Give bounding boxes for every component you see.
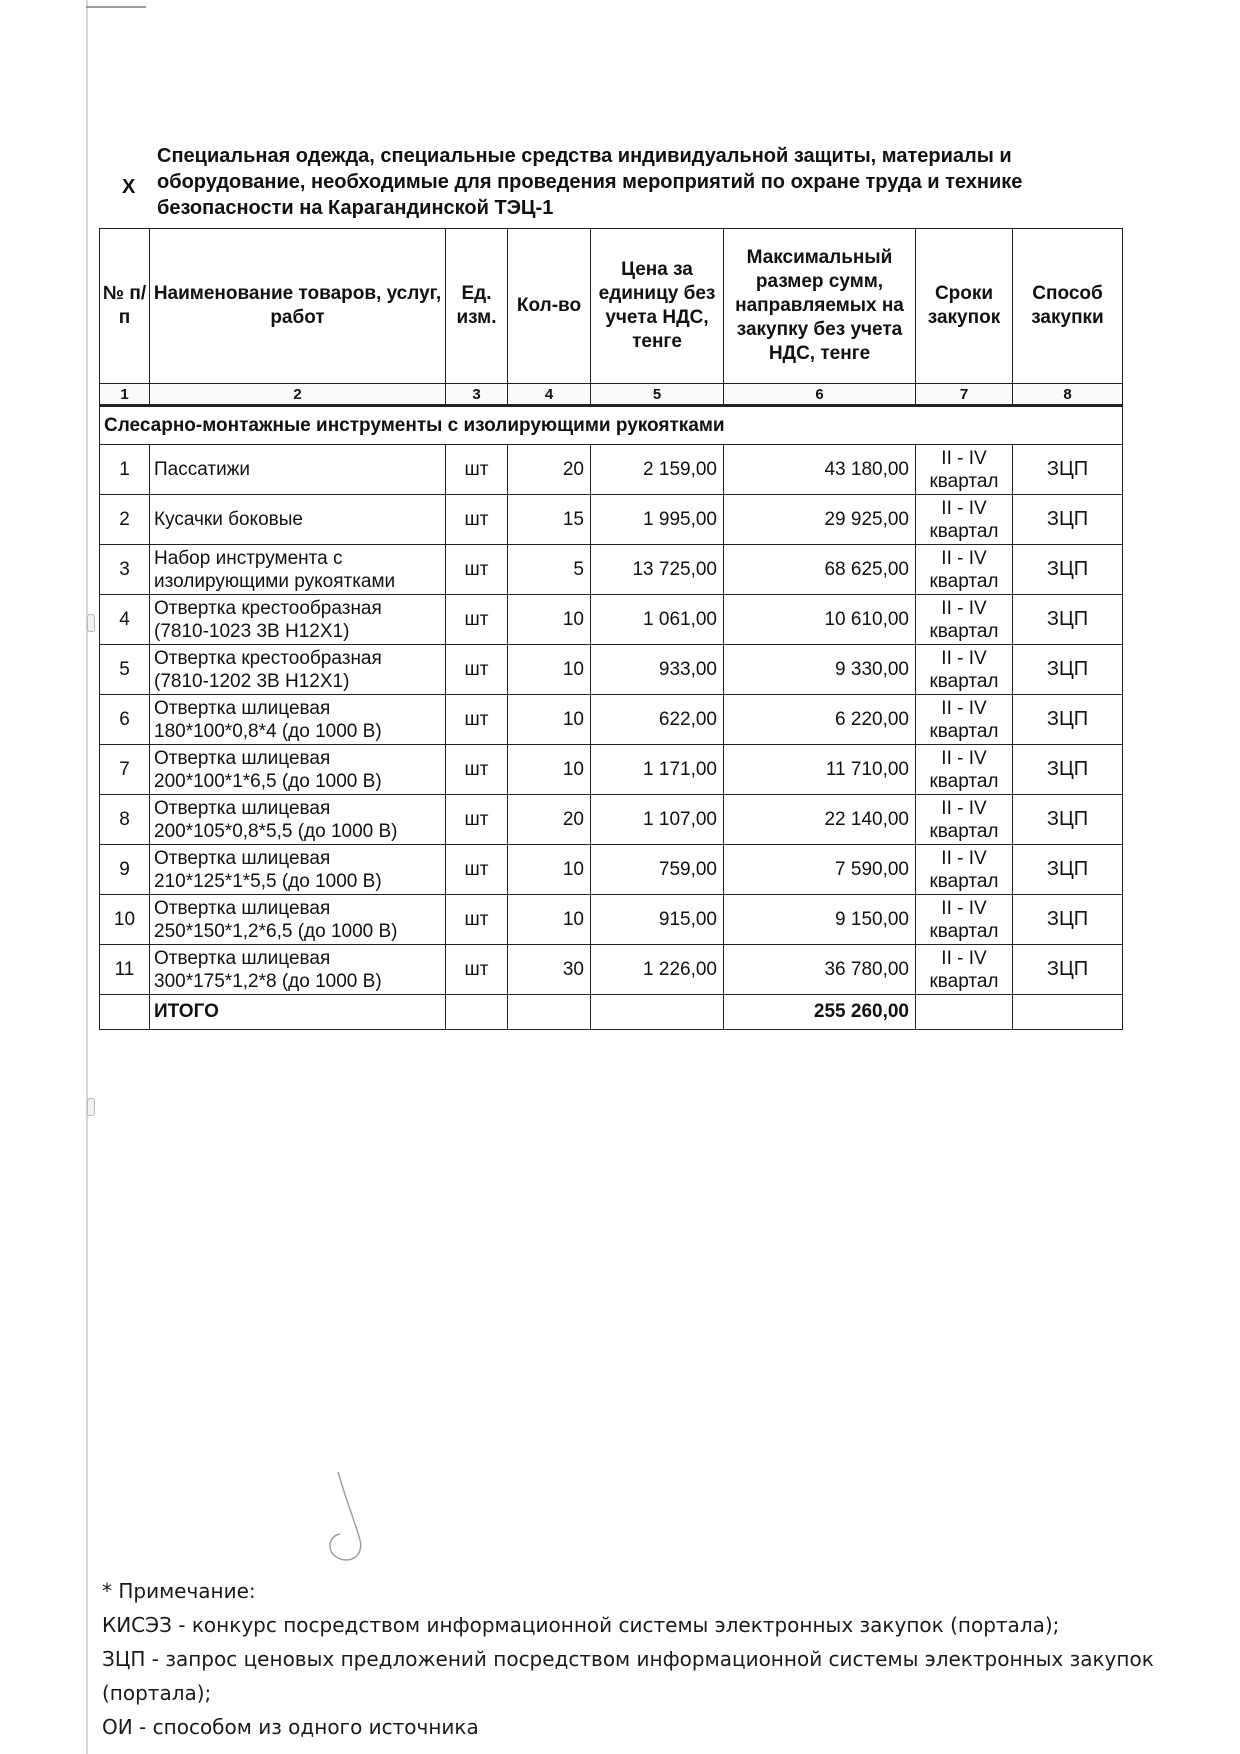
table-row [100, 595, 1123, 645]
item-unit: шт [446, 595, 508, 645]
item-unit-price: 1 171,00 [591, 745, 724, 795]
item-name: Отвертка шлицевая 200*105*0,8*5,5 (до 1000 В) [150, 795, 446, 845]
item-number: 9 [100, 845, 150, 895]
item-period: II - IV квартал [916, 695, 1013, 745]
item-quantity: 5 [508, 545, 591, 595]
item-max-sum: 7 590,00 [724, 845, 916, 895]
item-max-sum: 36 780,00 [724, 945, 916, 995]
item-name: Отвертка шлицевая 180*100*0,8*4 (до 1000 В) [150, 695, 446, 745]
header-period: Сроки закупок [916, 229, 1013, 384]
signature-mark [316, 1470, 376, 1570]
item-quantity: 20 [508, 445, 591, 495]
page-edge [86, 0, 88, 1754]
header-unit: Ед. изм. [446, 229, 508, 384]
item-period: II - IV квартал [916, 845, 1013, 895]
item-name: Отвертка крестообразная (7810-1202 3В Н12Х1) [150, 645, 446, 695]
item-method: ЗЦП [1013, 495, 1123, 545]
total-empty-cell [916, 995, 1013, 1030]
item-max-sum: 29 925,00 [724, 495, 916, 545]
column-number: 2 [150, 384, 446, 406]
item-quantity: 10 [508, 895, 591, 945]
item-name: Кусачки боковые [150, 495, 446, 545]
item-max-sum: 43 180,00 [724, 445, 916, 495]
item-period: II - IV квартал [916, 795, 1013, 845]
table-row [100, 695, 1123, 745]
item-max-sum: 68 625,00 [724, 545, 916, 595]
item-unit-price: 13 725,00 [591, 545, 724, 595]
total-sum: 255 260,00 [724, 995, 916, 1030]
item-method: ЗЦП [1013, 795, 1123, 845]
note-line: (портала); [102, 1681, 212, 1705]
item-unit-price: 1 995,00 [591, 495, 724, 545]
page-edge-corner [86, 6, 146, 8]
group-title: Слесарно-монтажные инструменты с изолирующими рукоятками [100, 406, 1123, 445]
table-row [100, 495, 1123, 545]
item-name: Отвертка шлицевая 250*150*1,2*6,5 (до 1000 В) [150, 895, 446, 945]
item-period: II - IV квартал [916, 745, 1013, 795]
item-name: Отвертка шлицевая 200*100*1*6,5 (до 1000 В) [150, 745, 446, 795]
total-empty-cell [1013, 995, 1123, 1030]
header-method: Способ закупки [1013, 229, 1123, 384]
item-unit: шт [446, 895, 508, 945]
note-line: ЗЦП - запрос ценовых предложений посредством информационной системы электронных закупок [102, 1647, 1154, 1671]
item-unit-price: 2 159,00 [591, 445, 724, 495]
section-marker: X [122, 176, 136, 198]
item-number: 4 [100, 595, 150, 645]
item-name: Набор инструмента с изолирующими рукоятками [150, 545, 446, 595]
table-row [100, 945, 1123, 995]
column-number: 5 [591, 384, 724, 406]
table-row [100, 745, 1123, 795]
item-method: ЗЦП [1013, 895, 1123, 945]
table-row [100, 895, 1123, 945]
item-number: 8 [100, 795, 150, 845]
item-quantity: 10 [508, 745, 591, 795]
item-unit-price: 1 061,00 [591, 595, 724, 645]
header-quantity: Кол-во [508, 229, 591, 384]
table-row [100, 445, 1123, 495]
item-period: II - IV квартал [916, 445, 1013, 495]
punch-hole [87, 1098, 95, 1116]
note-line: ОИ - способом из одного источника [102, 1715, 479, 1739]
item-method: ЗЦП [1013, 745, 1123, 795]
item-number: 10 [100, 895, 150, 945]
item-unit: шт [446, 545, 508, 595]
item-unit: шт [446, 445, 508, 495]
item-period: II - IV квартал [916, 945, 1013, 995]
column-number: 7 [916, 384, 1013, 406]
column-number: 4 [508, 384, 591, 406]
item-period: II - IV квартал [916, 545, 1013, 595]
item-unit-price: 622,00 [591, 695, 724, 745]
item-max-sum: 9 150,00 [724, 895, 916, 945]
item-number: 5 [100, 645, 150, 695]
item-method: ЗЦП [1013, 595, 1123, 645]
total-empty-cell [591, 995, 724, 1030]
item-number: 3 [100, 545, 150, 595]
item-unit: шт [446, 495, 508, 545]
item-unit-price: 759,00 [591, 845, 724, 895]
total-row [100, 995, 1123, 1030]
item-unit: шт [446, 645, 508, 695]
item-max-sum: 6 220,00 [724, 695, 916, 745]
column-number-row [100, 384, 1123, 406]
header-max-sum: Максимальный размер сумм, направляемых на закупку без учета НДС, тенге [724, 229, 916, 384]
item-unit: шт [446, 845, 508, 895]
item-period: II - IV квартал [916, 595, 1013, 645]
item-name: Отвертка шлицевая 300*175*1,2*8 (до 1000 В) [150, 945, 446, 995]
item-max-sum: 11 710,00 [724, 745, 916, 795]
total-empty-cell [100, 995, 150, 1030]
item-quantity: 10 [508, 595, 591, 645]
item-method: ЗЦП [1013, 645, 1123, 695]
item-unit-price: 1 107,00 [591, 795, 724, 845]
item-name: Отвертка шлицевая 210*125*1*5,5 (до 1000 В) [150, 845, 446, 895]
item-unit: шт [446, 745, 508, 795]
item-name: Отвертка крестообразная (7810-1023 3В Н12Х1) [150, 595, 446, 645]
item-max-sum: 10 610,00 [724, 595, 916, 645]
item-quantity: 10 [508, 645, 591, 695]
item-quantity: 20 [508, 795, 591, 845]
item-max-sum: 9 330,00 [724, 645, 916, 695]
total-empty-cell [446, 995, 508, 1030]
item-unit: шт [446, 945, 508, 995]
header-name: Наименование товаров, услуг, работ [150, 229, 446, 384]
item-unit-price: 915,00 [591, 895, 724, 945]
item-number: 1 [100, 445, 150, 495]
item-quantity: 30 [508, 945, 591, 995]
item-unit-price: 933,00 [591, 645, 724, 695]
item-method: ЗЦП [1013, 945, 1123, 995]
header-number: № п/п [100, 229, 150, 384]
item-number: 2 [100, 495, 150, 545]
table-row [100, 545, 1123, 595]
table-header-row [100, 229, 1123, 384]
table-row [100, 795, 1123, 845]
item-number: 6 [100, 695, 150, 745]
notes-block [102, 1574, 1154, 1744]
column-number: 6 [724, 384, 916, 406]
item-number: 11 [100, 945, 150, 995]
table-row [100, 645, 1123, 695]
note-line: КИСЭЗ - конкурс посредством информационной системы электронных закупок (портала); [102, 1613, 1060, 1637]
item-quantity: 15 [508, 495, 591, 545]
item-unit: шт [446, 795, 508, 845]
item-number: 7 [100, 745, 150, 795]
item-method: ЗЦП [1013, 445, 1123, 495]
item-period: II - IV квартал [916, 495, 1013, 545]
item-method: ЗЦП [1013, 845, 1123, 895]
item-max-sum: 22 140,00 [724, 795, 916, 845]
total-label: ИТОГО [150, 995, 446, 1030]
item-name: Пассатижи [150, 445, 446, 495]
item-unit-price: 1 226,00 [591, 945, 724, 995]
column-number: 3 [446, 384, 508, 406]
procurement-table [99, 228, 1122, 1030]
item-quantity: 10 [508, 845, 591, 895]
group-row [100, 406, 1123, 445]
total-empty-cell [508, 995, 591, 1030]
item-method: ЗЦП [1013, 545, 1123, 595]
column-number: 8 [1013, 384, 1123, 406]
punch-hole [87, 614, 95, 632]
item-quantity: 10 [508, 695, 591, 745]
item-period: II - IV квартал [916, 645, 1013, 695]
section-title: Специальная одежда, специальные средства индивидуальной защиты, материалы и оборудование, необходимые для проведения мероприятий по охране труда и технике безопасности на Карагандинской ТЭЦ-1 [157, 145, 1023, 219]
item-unit: шт [446, 695, 508, 745]
item-method: ЗЦП [1013, 695, 1123, 745]
notes-heading: * Примечание: [102, 1579, 256, 1603]
item-period: II - IV квартал [916, 895, 1013, 945]
header-unit-price: Цена за единицу без учета НДС, тенге [591, 229, 724, 384]
table-row [100, 845, 1123, 895]
column-number: 1 [100, 384, 150, 406]
